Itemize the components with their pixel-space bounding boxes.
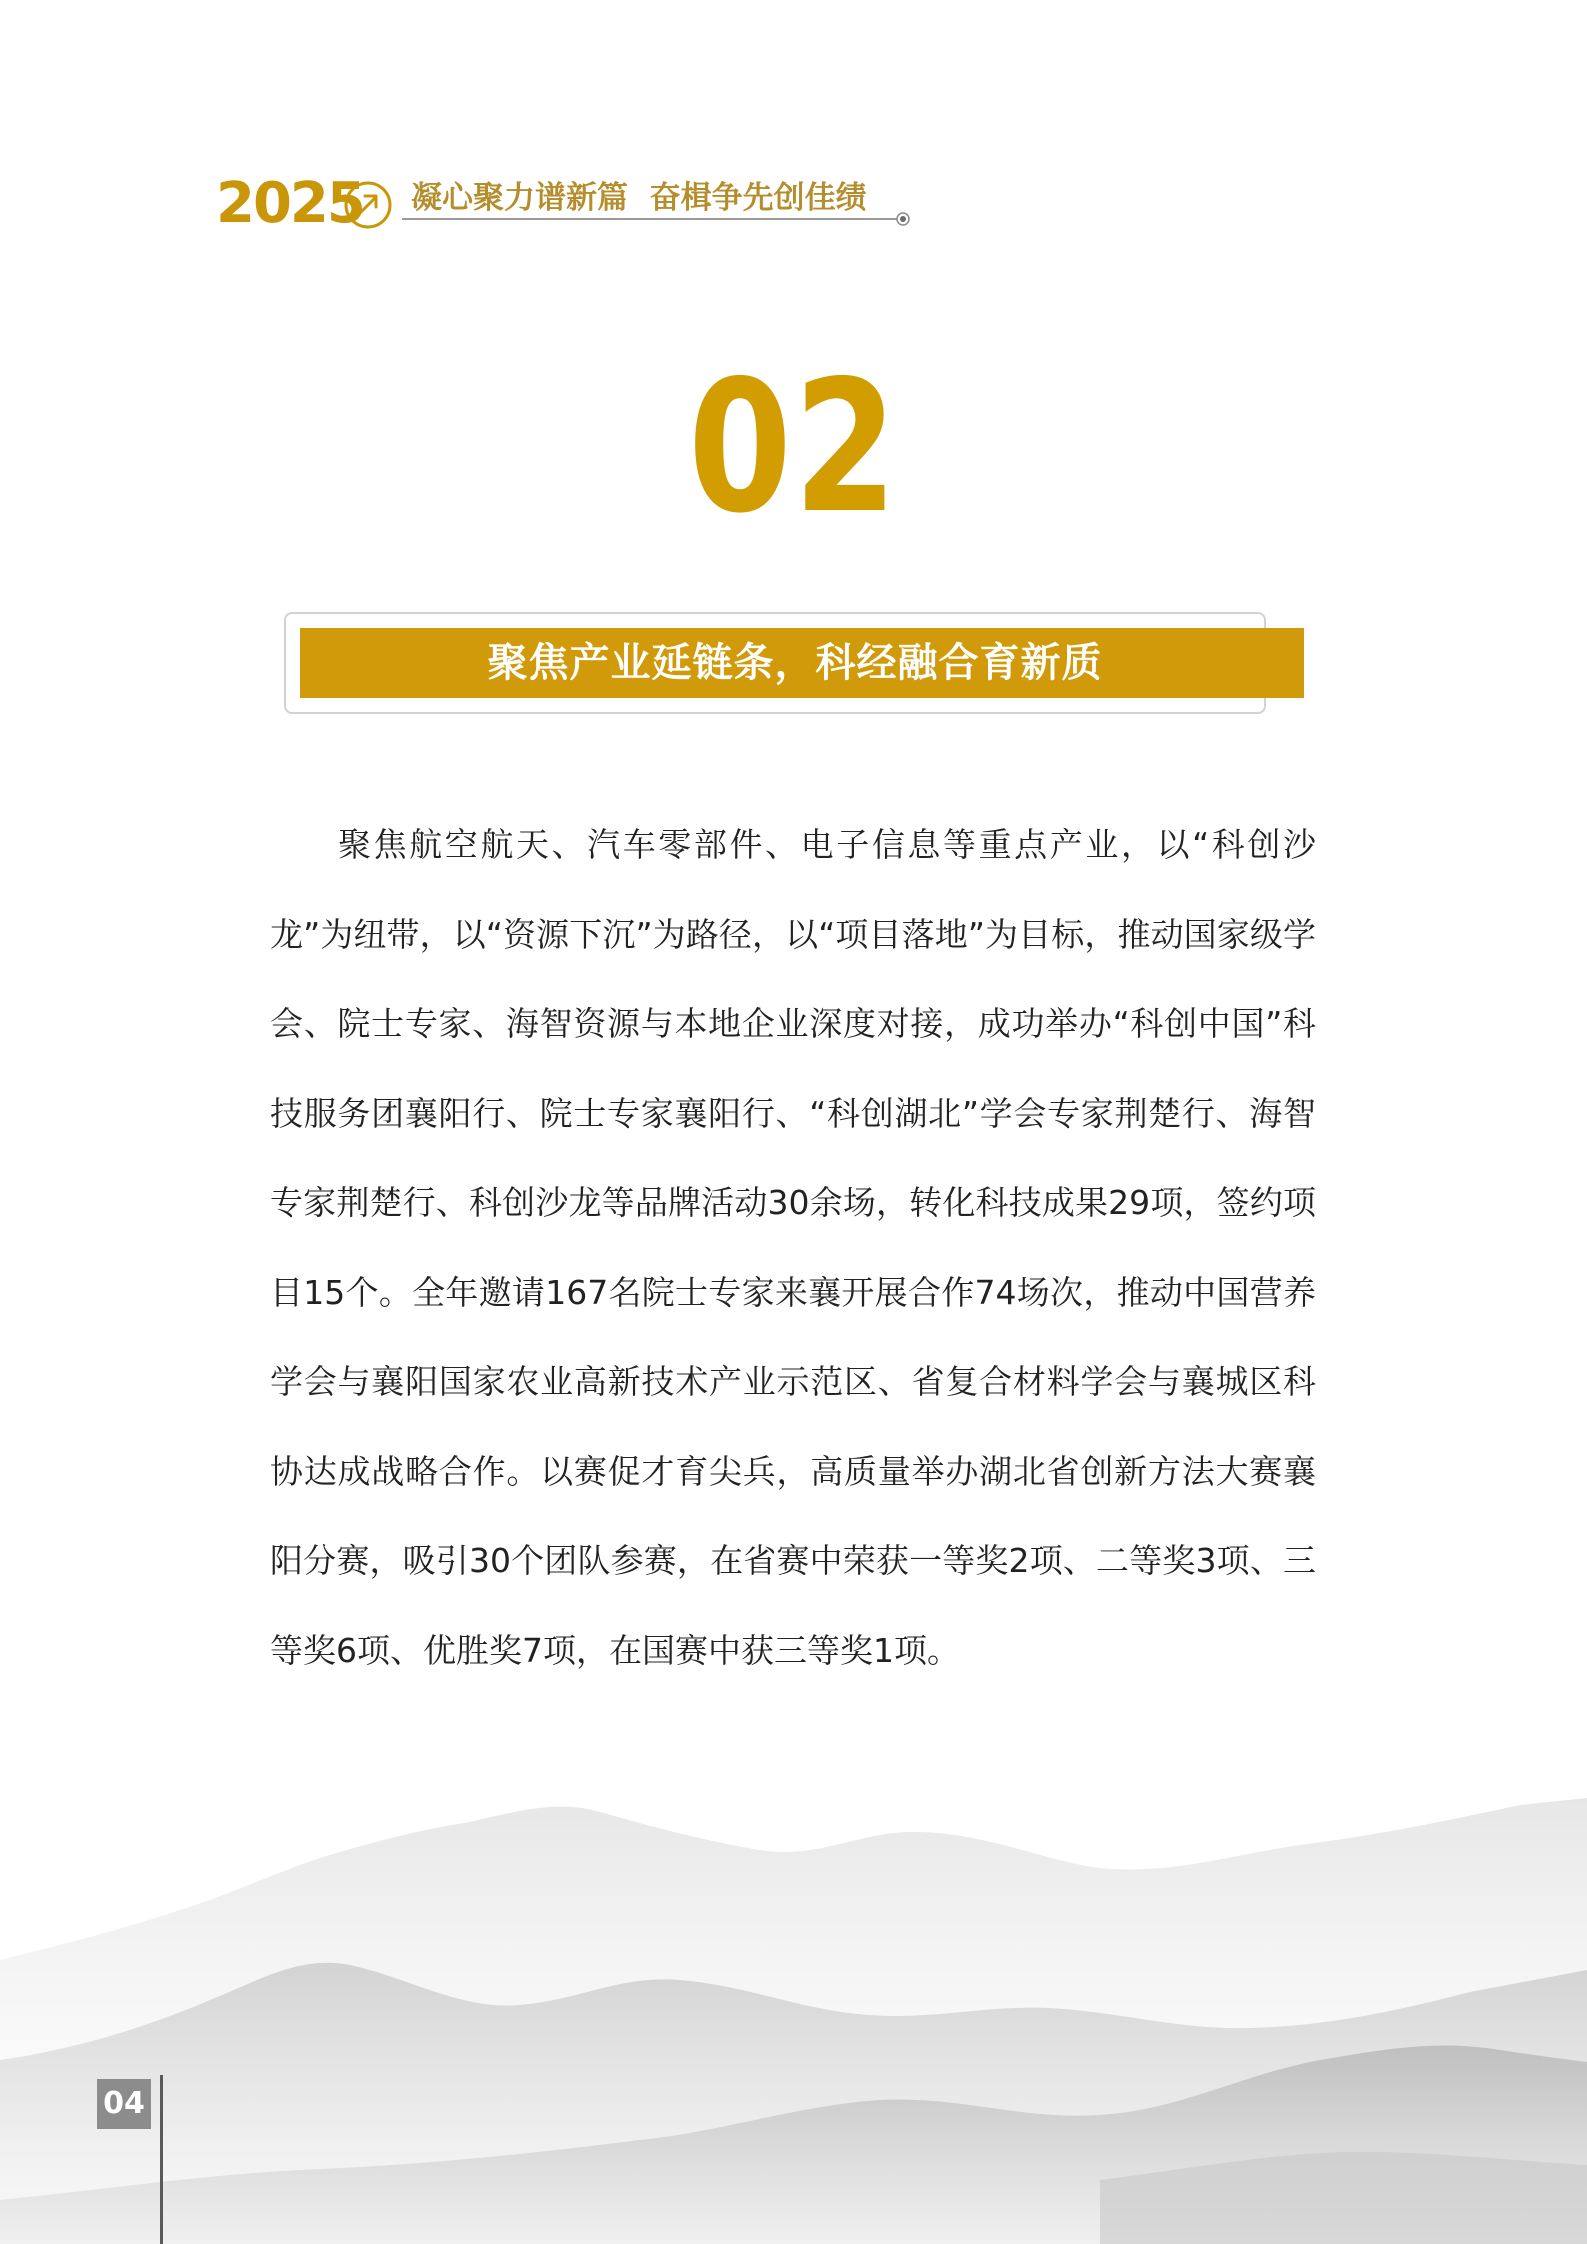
section-title-band (300, 628, 1304, 698)
header-year: 2025 (216, 171, 364, 236)
section-number: 02 (688, 341, 899, 553)
ink-mountains-illustration (0, 1760, 1587, 2244)
header-slogan: 凝心聚力谱新篇 奋楫争先创佳绩 (411, 180, 867, 216)
slogan-end-dot (896, 212, 910, 226)
body-paragraph: 聚焦航空航天、汽车零部件、电子信息等重点产业，以“科创沙龙”为纽带，以“资源下沉”为路径，以“项目落地”为目标，推动国家级学会、院士专家、海智资源与本地企业深度对接，成功举办“科创中国”科技服务团襄阳行、院士专家襄阳行、“科创湖北”学会专家荆楚行、海智专家荆楚行、科创沙龙等品牌活动30余场，转化科技成果29项，签约项目15个。全年邀请167名院士专家来襄开展合作74场次，推动中国营养学会与襄阳国家农业高新技术产业示范区、省复合材料学会与襄城区科协达成战略合作。以赛促才育尖兵，高质量举办湖北省创新方法大赛襄阳分赛，吸引30个团队参赛，在省赛中荣获一等奖2项、二等奖3项、三等奖6项、优胜奖7项，在国赛中获三等奖1项。 (270, 825, 1316, 1670)
page-margin-line (160, 2075, 163, 2244)
page-number: 04 (97, 2079, 151, 2129)
section-title: 聚焦产业延链条，科经融合育新质 (487, 640, 1103, 686)
arrow-up-right-circle-icon (343, 180, 393, 230)
page-header (216, 170, 916, 240)
slogan-underline (402, 218, 902, 220)
